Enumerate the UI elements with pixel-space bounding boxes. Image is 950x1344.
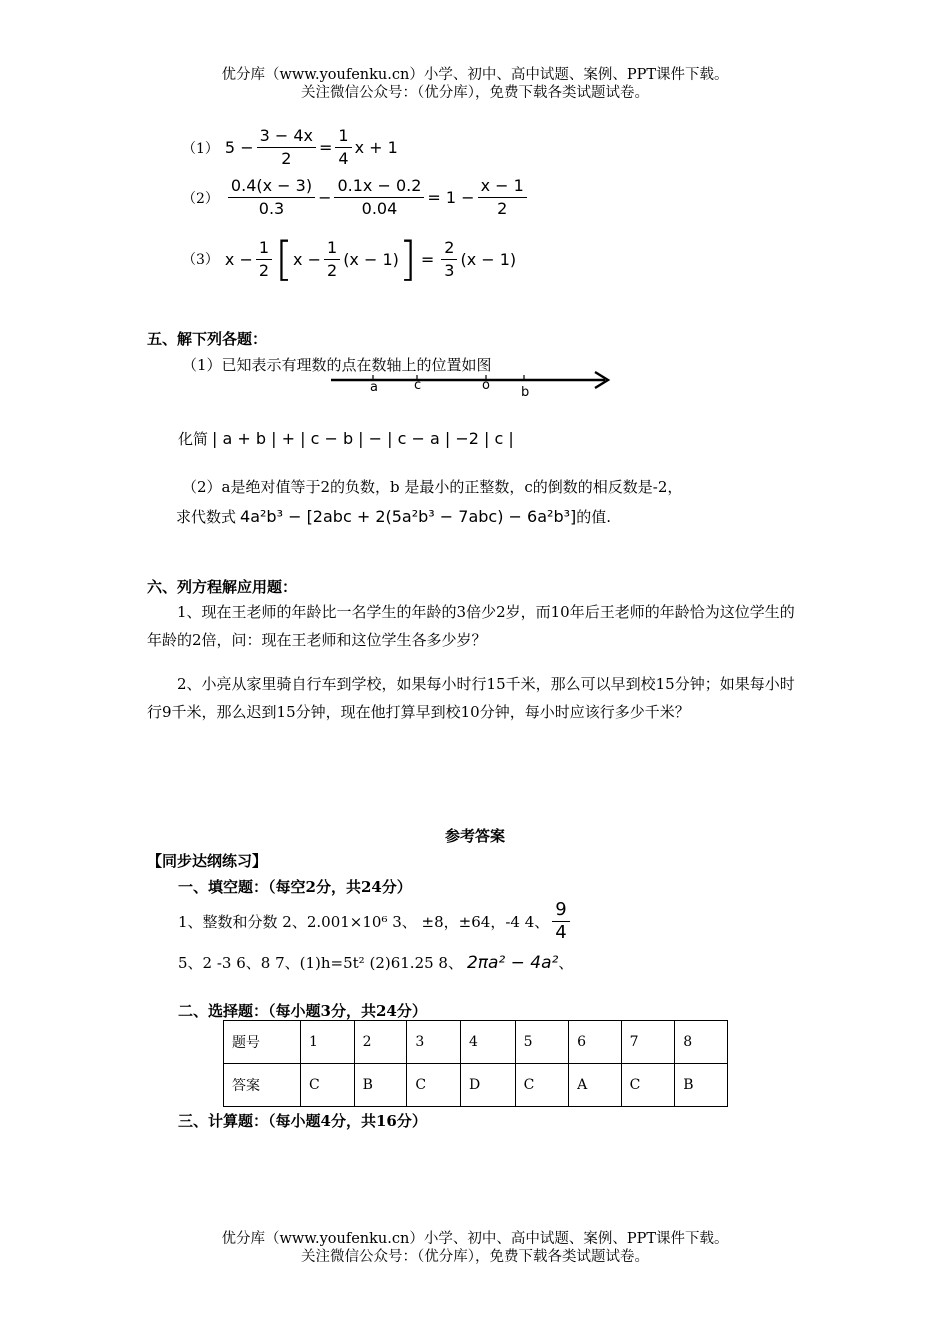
- table-cell: 答案: [224, 1064, 301, 1107]
- problem-2: 2、小亮从家里骑自行车到学校，如果每小时行15千米，那么可以早到校15分钟；如果每小时行9千米，那么迟到15分钟，现在他打算早到校10分钟，每小时应该行多少千米？: [147, 675, 795, 721]
- table-cell: 6: [569, 1021, 621, 1064]
- header-line-1: 优分库（www.youfenku.cn）小学、初中、高中试题、案例、PPT课件下载。: [221, 67, 729, 83]
- equation-3-inner: x −: [293, 249, 321, 269]
- equation-3-tail: (x − 1): [460, 249, 517, 269]
- equation-2: [182, 176, 530, 219]
- equation-2-label: （2）: [182, 190, 219, 207]
- axis-label-o: o: [482, 378, 490, 393]
- equation-2-fraction-2: $\frac{0.1x - 0.2}{0.04}$: [334, 176, 424, 219]
- answers-section-3-title: 三、计算题：（每小题4分，共16分）: [178, 1112, 427, 1130]
- answer-expression: 2πa² − 4a²: [466, 952, 559, 973]
- equation-2-rhs: = 1 −: [427, 188, 475, 207]
- table-cell: C: [301, 1064, 355, 1107]
- expression: 4a²b³ − [2abc + 2(5a²b³ − 7abc) − 6a²b³]: [240, 507, 577, 526]
- right-bracket: ]: [398, 232, 417, 286]
- left-bracket: [: [275, 232, 294, 286]
- footer-line-1: 优分库（www.youfenku.cn）小学、初中、高中试题、案例、PPT课件下载。: [221, 1231, 729, 1247]
- table-cell: B: [675, 1064, 728, 1107]
- expression-label: 求代数式: [176, 508, 237, 526]
- simplify-label: 化简: [178, 430, 209, 448]
- section-5-question-2: （2）a是绝对值等于2的负数，b 是最小的正整数，c的倒数的相反数是-2，: [182, 478, 683, 496]
- answers-title: 参考答案: [444, 827, 505, 845]
- table-cell: 题号: [224, 1021, 301, 1064]
- table-cell: 4: [460, 1021, 515, 1064]
- axis-label-b: b: [521, 385, 530, 400]
- expression-tail: 的值.: [576, 508, 612, 526]
- equation-3-x: x −: [224, 249, 253, 269]
- equation-2-fraction-3: $\frac{x - 1}{2}$: [478, 176, 527, 219]
- table-cell: C: [621, 1064, 675, 1107]
- section-6-title: 六、列方程解应用题：: [147, 578, 298, 596]
- number-line: [325, 368, 620, 400]
- equation-2-fraction-1: $\frac{0.4(x - 3)}{0.3}$: [228, 176, 315, 219]
- table-cell: 3: [407, 1021, 461, 1064]
- equation-3: [182, 232, 517, 286]
- header-line-2: 关注微信公众号：（优分库），免费下载各类试题试卷。: [301, 85, 649, 101]
- table-cell: A: [569, 1064, 621, 1107]
- equation-3-label: （3）: [182, 252, 219, 268]
- equation-3-two-thirds: $\frac{2}{3}$: [441, 238, 457, 281]
- simplify-line: [178, 428, 514, 449]
- answer-fraction: $\frac{9}{4}$: [552, 900, 569, 943]
- problem-1: 1、现在王老师的年龄比一名学生的年龄的3倍少2岁，而10年后王老师的年龄恰为这位学生的年龄的2倍，问：现在王老师和这位学生各多少岁？: [147, 603, 795, 649]
- answers-subtitle: 【同步达纲练习】: [147, 852, 268, 870]
- answers-line-2-tail: 、: [558, 954, 574, 972]
- footer-line-2: 关注微信公众号：（优分库），免费下载各类试题试卷。: [301, 1249, 649, 1265]
- answers-section-1-title: 一、填空题：（每空2分，共24分）: [178, 878, 412, 896]
- simplify-expression: | a + b | + | c − b | − | c − a | −2 | c |: [212, 429, 514, 448]
- table-cell: B: [354, 1064, 407, 1107]
- table-cell: D: [460, 1064, 515, 1107]
- equation-1-fraction: $\frac{3 - 4x}{2}$: [257, 126, 316, 169]
- answers-line-2: [178, 952, 573, 973]
- table-row: [224, 1021, 728, 1064]
- equation-1: [182, 126, 398, 169]
- axis-label-c: c: [414, 378, 422, 393]
- minus-sign: −: [318, 188, 332, 207]
- equation-1-quarter: $\frac{1}{4}$: [335, 126, 351, 169]
- table-cell: 2: [354, 1021, 407, 1064]
- equation-3-inner-2: (x − 1): [343, 249, 399, 269]
- table-cell: C: [515, 1064, 569, 1107]
- equation-1-tail: x + 1: [354, 138, 398, 157]
- table-cell: C: [407, 1064, 461, 1107]
- equals-sign: =: [420, 249, 435, 269]
- answer-table: [223, 1020, 728, 1107]
- section-5-question-1: （1）已知表示有理数的点在数轴上的位置如图: [182, 356, 492, 374]
- equation-3-half-2: $\frac{1}{2}$: [324, 238, 340, 281]
- table-cell: 8: [675, 1021, 728, 1064]
- equation-3-half-1: $\frac{1}{2}$: [256, 238, 272, 281]
- equation-1-term: 5 −: [224, 138, 254, 157]
- answers-line-1: [178, 900, 573, 943]
- table-row: [224, 1064, 728, 1107]
- answers-line-1-text: 1、整数和分数 2、2.001×10⁶ 3、 ±8，±64，-4 4、: [178, 913, 550, 931]
- axis-label-a: a: [370, 380, 378, 395]
- table-cell: 7: [621, 1021, 675, 1064]
- table-cell: 5: [515, 1021, 569, 1064]
- answers-section-2-title: 二、选择题：（每小题3分，共24分）: [178, 1002, 427, 1020]
- answers-line-2-text: 5、2 -3 6、8 7、(1)h=5t² (2)61.25 8、: [178, 954, 463, 972]
- section-5-title: 五、解下列各题：: [147, 330, 268, 348]
- table-cell: 1: [301, 1021, 355, 1064]
- expression-line: [176, 506, 611, 527]
- equation-1-label: （1）: [182, 140, 219, 157]
- equals-sign: =: [319, 138, 333, 157]
